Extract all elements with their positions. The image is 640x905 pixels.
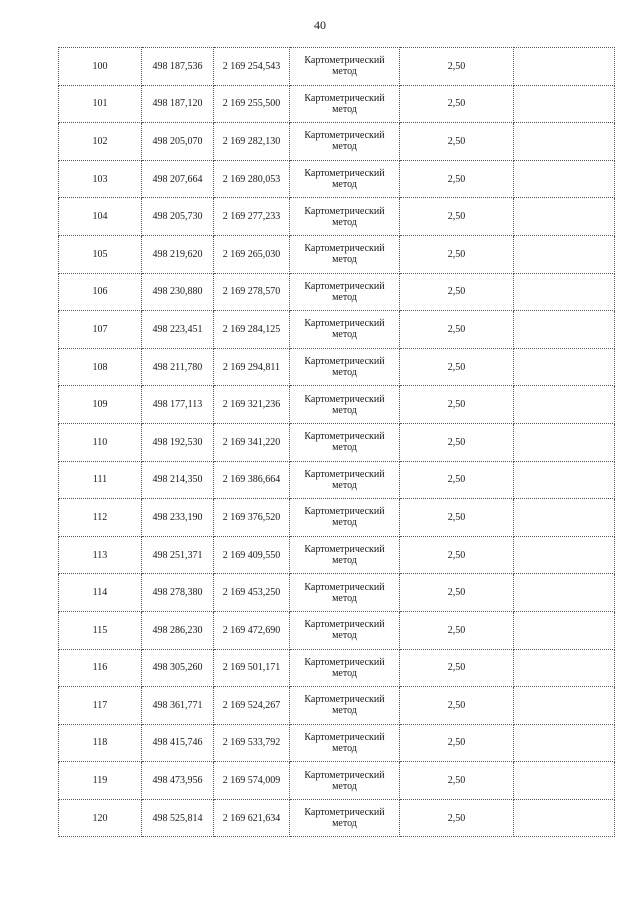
method-cell	[290, 499, 400, 537]
method-line-2: метод	[332, 291, 357, 303]
note-cell	[514, 536, 615, 574]
note-cell	[514, 198, 615, 236]
y-coordinate-cell: 2 169 574,009	[214, 762, 290, 800]
precision-cell: 2,50	[400, 724, 514, 762]
y-coordinate-cell: 2 169 265,030	[214, 235, 290, 273]
table-row	[59, 273, 615, 311]
note-cell	[514, 799, 615, 837]
method-cell	[290, 536, 400, 574]
table-row	[59, 348, 615, 386]
precision-cell: 2,50	[400, 574, 514, 612]
x-coordinate-cell: 498 361,771	[142, 687, 214, 725]
x-coordinate-cell: 498 192,530	[142, 423, 214, 461]
method-line-2: метод	[332, 479, 357, 491]
point-number-cell: 109	[59, 386, 142, 424]
x-coordinate-cell: 498 223,451	[142, 311, 214, 349]
point-number-cell: 101	[59, 85, 142, 123]
y-coordinate-cell: 2 169 278,570	[214, 273, 290, 311]
table-row	[59, 724, 615, 762]
precision-cell: 2,50	[400, 611, 514, 649]
table-row	[59, 762, 615, 800]
page-number: 40	[314, 18, 326, 32]
table-row	[59, 649, 615, 687]
method-line-1: Картометрический	[304, 393, 385, 405]
precision-cell: 2,50	[400, 311, 514, 349]
method-line-1: Картометрический	[304, 168, 385, 180]
y-coordinate-cell: 2 169 294,811	[214, 348, 290, 386]
method-line-1: Картометрический	[304, 318, 385, 330]
y-coordinate-cell: 2 169 533,792	[214, 724, 290, 762]
method-cell	[290, 160, 400, 198]
y-coordinate-cell: 2 169 277,233	[214, 198, 290, 236]
point-number-cell: 118	[59, 724, 142, 762]
x-coordinate-cell: 498 286,230	[142, 611, 214, 649]
y-coordinate-cell: 2 169 409,550	[214, 536, 290, 574]
note-cell	[514, 48, 615, 86]
method-line-1: Картометрический	[304, 544, 385, 556]
x-coordinate-cell: 498 473,956	[142, 762, 214, 800]
table-body	[59, 48, 615, 837]
method-line-2: метод	[332, 141, 357, 153]
method-cell	[290, 48, 400, 86]
y-coordinate-cell: 2 169 321,236	[214, 386, 290, 424]
point-number-cell: 113	[59, 536, 142, 574]
y-coordinate-cell: 2 169 453,250	[214, 574, 290, 612]
method-line-1: Картометрический	[304, 92, 385, 104]
point-number-cell: 100	[59, 48, 142, 86]
x-coordinate-cell: 498 278,380	[142, 574, 214, 612]
x-coordinate-cell: 498 214,350	[142, 461, 214, 499]
table-row	[59, 48, 615, 86]
method-line-2: метод	[332, 517, 357, 529]
method-cell	[290, 348, 400, 386]
method-line-2: метод	[332, 780, 357, 792]
table-row	[59, 386, 615, 424]
method-line-2: метод	[332, 179, 357, 191]
x-coordinate-cell: 498 219,620	[142, 235, 214, 273]
y-coordinate-cell: 2 169 386,664	[214, 461, 290, 499]
note-cell	[514, 611, 615, 649]
table-row	[59, 536, 615, 574]
precision-cell: 2,50	[400, 348, 514, 386]
method-line-1: Картометрический	[304, 694, 385, 706]
method-line-2: метод	[332, 404, 357, 416]
method-line-2: метод	[332, 216, 357, 228]
point-number-cell: 114	[59, 574, 142, 612]
point-number-cell: 105	[59, 235, 142, 273]
table-row	[59, 611, 615, 649]
method-line-1: Картометрический	[304, 506, 385, 518]
point-number-cell: 120	[59, 799, 142, 837]
x-coordinate-cell: 498 205,730	[142, 198, 214, 236]
precision-cell: 2,50	[400, 48, 514, 86]
method-line-1: Картометрический	[304, 619, 385, 631]
point-number-cell: 117	[59, 687, 142, 725]
method-line-1: Картометрический	[304, 356, 385, 368]
point-number-cell: 108	[59, 348, 142, 386]
table-row	[59, 311, 615, 349]
method-cell	[290, 762, 400, 800]
note-cell	[514, 235, 615, 273]
table-row	[59, 198, 615, 236]
method-cell	[290, 649, 400, 687]
point-number-cell: 115	[59, 611, 142, 649]
method-cell	[290, 311, 400, 349]
precision-cell: 2,50	[400, 85, 514, 123]
method-cell	[290, 574, 400, 612]
note-cell	[514, 160, 615, 198]
table-row	[59, 160, 615, 198]
precision-cell: 2,50	[400, 423, 514, 461]
precision-cell: 2,50	[400, 762, 514, 800]
note-cell	[514, 386, 615, 424]
table-row	[59, 85, 615, 123]
x-coordinate-cell: 498 211,780	[142, 348, 214, 386]
method-cell	[290, 198, 400, 236]
table-row	[59, 799, 615, 837]
y-coordinate-cell: 2 169 341,220	[214, 423, 290, 461]
x-coordinate-cell: 498 305,260	[142, 649, 214, 687]
method-line-2: метод	[332, 442, 357, 454]
method-line-2: метод	[332, 367, 357, 379]
x-coordinate-cell: 498 415,746	[142, 724, 214, 762]
method-cell	[290, 724, 400, 762]
x-coordinate-cell: 498 187,120	[142, 85, 214, 123]
method-line-2: метод	[332, 742, 357, 754]
method-line-2: метод	[332, 329, 357, 341]
method-cell	[290, 235, 400, 273]
table-row	[59, 235, 615, 273]
point-number-cell: 116	[59, 649, 142, 687]
method-line-1: Картометрический	[304, 656, 385, 668]
x-coordinate-cell: 498 187,536	[142, 48, 214, 86]
method-line-1: Картометрический	[304, 55, 385, 67]
y-coordinate-cell: 2 169 255,500	[214, 85, 290, 123]
precision-cell: 2,50	[400, 123, 514, 161]
x-coordinate-cell: 498 177,113	[142, 386, 214, 424]
note-cell	[514, 311, 615, 349]
table-row	[59, 461, 615, 499]
point-number-cell: 119	[59, 762, 142, 800]
point-number-cell: 104	[59, 198, 142, 236]
note-cell	[514, 649, 615, 687]
x-coordinate-cell: 498 207,664	[142, 160, 214, 198]
y-coordinate-cell: 2 169 501,171	[214, 649, 290, 687]
method-line-1: Картометрический	[304, 468, 385, 480]
table-row	[59, 123, 615, 161]
method-line-2: метод	[332, 103, 357, 115]
precision-cell: 2,50	[400, 649, 514, 687]
note-cell	[514, 85, 615, 123]
y-coordinate-cell: 2 169 524,267	[214, 687, 290, 725]
method-line-1: Картометрический	[304, 581, 385, 593]
y-coordinate-cell: 2 169 621,634	[214, 799, 290, 837]
note-cell	[514, 423, 615, 461]
precision-cell: 2,50	[400, 799, 514, 837]
method-line-1: Картометрический	[304, 807, 385, 819]
point-number-cell: 103	[59, 160, 142, 198]
table-row	[59, 687, 615, 725]
y-coordinate-cell: 2 169 284,125	[214, 311, 290, 349]
method-line-2: метод	[332, 592, 357, 604]
method-line-1: Картометрический	[304, 205, 385, 217]
point-number-cell: 112	[59, 499, 142, 537]
method-line-2: метод	[332, 705, 357, 717]
y-coordinate-cell: 2 169 472,690	[214, 611, 290, 649]
method-cell	[290, 611, 400, 649]
point-number-cell: 111	[59, 461, 142, 499]
method-cell	[290, 461, 400, 499]
precision-cell: 2,50	[400, 160, 514, 198]
coordinates-table	[58, 47, 615, 837]
precision-cell: 2,50	[400, 536, 514, 574]
precision-cell: 2,50	[400, 461, 514, 499]
precision-cell: 2,50	[400, 687, 514, 725]
method-line-1: Картометрический	[304, 130, 385, 142]
method-cell	[290, 687, 400, 725]
note-cell	[514, 123, 615, 161]
table-row	[59, 423, 615, 461]
y-coordinate-cell: 2 169 282,130	[214, 123, 290, 161]
y-coordinate-cell: 2 169 376,520	[214, 499, 290, 537]
method-cell	[290, 123, 400, 161]
note-cell	[514, 273, 615, 311]
y-coordinate-cell: 2 169 254,543	[214, 48, 290, 86]
method-line-2: метод	[332, 630, 357, 642]
precision-cell: 2,50	[400, 273, 514, 311]
method-cell	[290, 273, 400, 311]
method-line-2: метод	[332, 254, 357, 266]
method-cell	[290, 85, 400, 123]
precision-cell: 2,50	[400, 499, 514, 537]
y-coordinate-cell: 2 169 280,053	[214, 160, 290, 198]
method-line-2: метод	[332, 555, 357, 567]
method-cell	[290, 386, 400, 424]
x-coordinate-cell: 498 205,070	[142, 123, 214, 161]
x-coordinate-cell: 498 230,880	[142, 273, 214, 311]
method-line-1: Картометрический	[304, 731, 385, 743]
method-line-2: метод	[332, 818, 357, 830]
note-cell	[514, 461, 615, 499]
point-number-cell: 106	[59, 273, 142, 311]
x-coordinate-cell: 498 233,190	[142, 499, 214, 537]
point-number-cell: 110	[59, 423, 142, 461]
point-number-cell: 107	[59, 311, 142, 349]
note-cell	[514, 687, 615, 725]
method-line-1: Картометрический	[304, 431, 385, 443]
precision-cell: 2,50	[400, 235, 514, 273]
table-row	[59, 574, 615, 612]
precision-cell: 2,50	[400, 386, 514, 424]
method-cell	[290, 423, 400, 461]
x-coordinate-cell: 498 525,814	[142, 799, 214, 837]
precision-cell: 2,50	[400, 198, 514, 236]
note-cell	[514, 724, 615, 762]
method-line-2: метод	[332, 667, 357, 679]
table-row	[59, 499, 615, 537]
note-cell	[514, 574, 615, 612]
method-line-1: Картометрический	[304, 243, 385, 255]
note-cell	[514, 762, 615, 800]
method-line-1: Картометрический	[304, 280, 385, 292]
x-coordinate-cell: 498 251,371	[142, 536, 214, 574]
method-line-2: метод	[332, 66, 357, 78]
point-number-cell: 102	[59, 123, 142, 161]
method-cell	[290, 799, 400, 837]
method-line-1: Картометрический	[304, 769, 385, 781]
note-cell	[514, 348, 615, 386]
note-cell	[514, 499, 615, 537]
